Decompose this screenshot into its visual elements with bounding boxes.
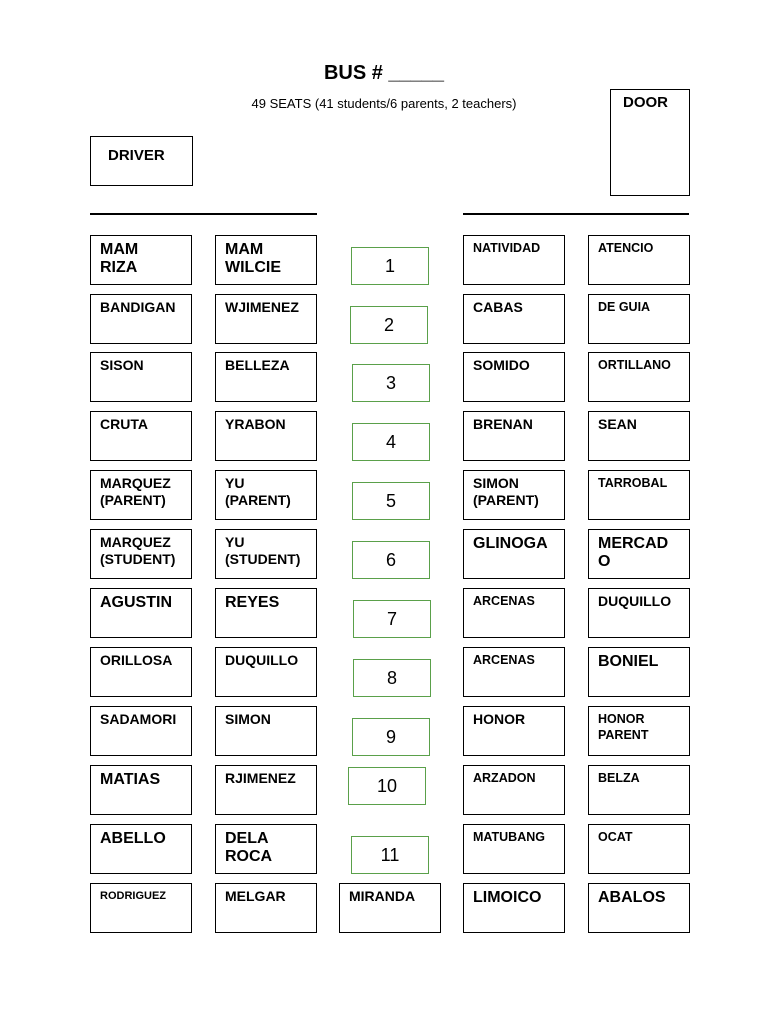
seat-row-5-left-2: YU (PARENT) bbox=[215, 470, 317, 520]
back-seat-3: MIRANDA bbox=[339, 883, 441, 933]
back-seat-5: ABALOS bbox=[588, 883, 690, 933]
seat-row-5-right-2: TARROBAL bbox=[588, 470, 690, 520]
seat-row-3-left-1: SISON bbox=[90, 352, 192, 402]
seat-row-4-right-1: BRENAN bbox=[463, 411, 565, 461]
seat-row-2-right-2: DE GUIA bbox=[588, 294, 690, 344]
seat-row-4-left-2: YRABON bbox=[215, 411, 317, 461]
seat-row-7-right-1: ARCENAS bbox=[463, 588, 565, 638]
row-number-6: 6 bbox=[352, 541, 430, 579]
seat-row-10-left-1: MATIAS bbox=[90, 765, 192, 815]
row-number-9: 9 bbox=[352, 718, 430, 756]
seat-row-5-right-1: SIMON (PARENT) bbox=[463, 470, 565, 520]
seat-row-3-right-1: SOMIDO bbox=[463, 352, 565, 402]
row-number-7: 7 bbox=[353, 600, 431, 638]
seat-row-2-left-2: WJIMENEZ bbox=[215, 294, 317, 344]
front-divider-left bbox=[90, 213, 317, 215]
seat-row-5-left-1: MARQUEZ (PARENT) bbox=[90, 470, 192, 520]
seat-row-3-right-2: ORTILLANO bbox=[588, 352, 690, 402]
seat-row-6-left-2: YU (STUDENT) bbox=[215, 529, 317, 579]
seat-row-8-right-1: ARCENAS bbox=[463, 647, 565, 697]
row-number-1: 1 bbox=[351, 247, 429, 285]
seat-row-1-right-2: ATENCIO bbox=[588, 235, 690, 285]
row-number-8: 8 bbox=[353, 659, 431, 697]
seat-summary: 49 SEATS (41 students/6 parents, 2 teachers) bbox=[251, 96, 517, 111]
seat-row-10-right-1: ARZADON bbox=[463, 765, 565, 815]
seat-row-2-right-1: CABAS bbox=[463, 294, 565, 344]
seat-row-8-right-2: BONIEL bbox=[588, 647, 690, 697]
seat-row-10-right-2: BELZA bbox=[588, 765, 690, 815]
seat-row-7-left-1: AGUSTIN bbox=[90, 588, 192, 638]
seat-row-9-left-2: SIMON bbox=[215, 706, 317, 756]
row-number-2: 2 bbox=[350, 306, 428, 344]
seat-row-9-right-1: HONOR bbox=[463, 706, 565, 756]
row-number-3: 3 bbox=[352, 364, 430, 402]
seat-row-8-left-2: DUQUILLO bbox=[215, 647, 317, 697]
seat-row-3-left-2: BELLEZA bbox=[215, 352, 317, 402]
back-seat-4: LIMOICO bbox=[463, 883, 565, 933]
seat-row-7-left-2: REYES bbox=[215, 588, 317, 638]
seat-row-10-left-2: RJIMENEZ bbox=[215, 765, 317, 815]
back-seat-2: MELGAR bbox=[215, 883, 317, 933]
seat-row-9-right-2: HONOR PARENT bbox=[588, 706, 690, 756]
seat-row-6-left-1: MARQUEZ (STUDENT) bbox=[90, 529, 192, 579]
row-number-4: 4 bbox=[352, 423, 430, 461]
seat-row-9-left-1: SADAMORI bbox=[90, 706, 192, 756]
seat-row-4-right-2: SEAN bbox=[588, 411, 690, 461]
seat-row-6-right-2: MERCAD O bbox=[588, 529, 690, 579]
seat-row-11-left-2: DELA ROCA bbox=[215, 824, 317, 874]
row-number-11: 11 bbox=[351, 836, 429, 874]
row-number-10: 10 bbox=[348, 767, 426, 805]
seat-row-4-left-1: CRUTA bbox=[90, 411, 192, 461]
seat-row-1-right-1: NATIVIDAD bbox=[463, 235, 565, 285]
seat-row-1-left-2: MAM WILCIE bbox=[215, 235, 317, 285]
seat-row-7-right-2: DUQUILLO bbox=[588, 588, 690, 638]
seat-row-11-left-1: ABELLO bbox=[90, 824, 192, 874]
seat-row-8-left-1: ORILLOSA bbox=[90, 647, 192, 697]
seat-row-1-left-1: MAM RIZA bbox=[90, 235, 192, 285]
seat-row-11-right-2: OCAT bbox=[588, 824, 690, 874]
page-title: BUS # _____ bbox=[323, 62, 445, 84]
driver-box bbox=[90, 136, 193, 186]
door-box bbox=[610, 89, 690, 196]
front-divider-right bbox=[463, 213, 689, 215]
seat-row-11-right-1: MATUBANG bbox=[463, 824, 565, 874]
seat-row-6-right-1: GLINOGA bbox=[463, 529, 565, 579]
driver-label: DRIVER bbox=[108, 147, 165, 164]
back-seat-1: RODRIGUEZ bbox=[90, 883, 192, 933]
seat-row-2-left-1: BANDIGAN bbox=[90, 294, 192, 344]
door-label: DOOR bbox=[623, 94, 668, 111]
row-number-5: 5 bbox=[352, 482, 430, 520]
